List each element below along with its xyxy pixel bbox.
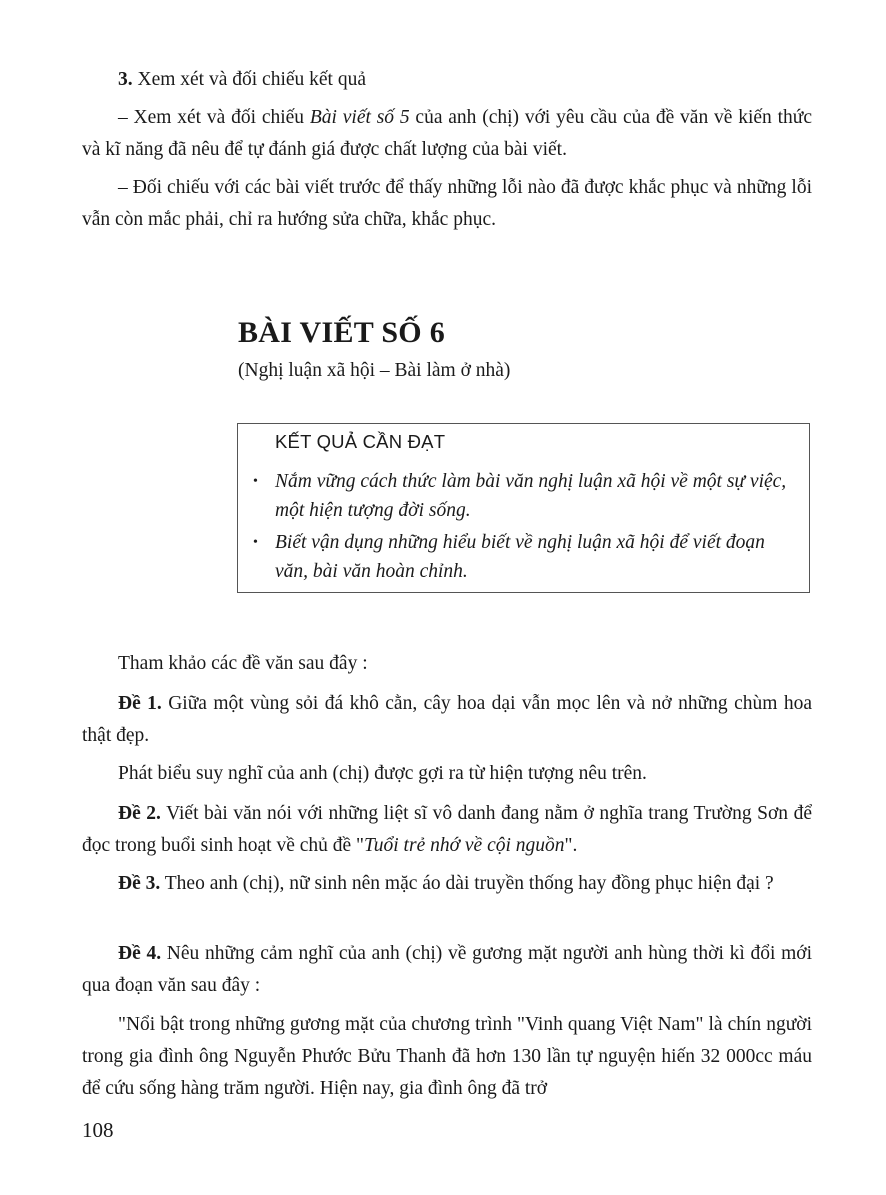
objectives-title: KẾT QUẢ CẦN ĐẠT — [275, 431, 446, 452]
topic-label: Đề 2. — [118, 803, 161, 824]
topic-3 — [82, 868, 812, 900]
paragraph-text: của anh (chị) với yêu cầu của đề văn về kiến thức và kĩ năng đã nêu để tự đánh giá được chất lượng của bài viết. — [82, 107, 812, 160]
section-heading-text: Xem xét và đối chiếu kết quả — [137, 69, 367, 90]
bullet-icon: • — [253, 474, 258, 489]
section-heading — [82, 64, 812, 96]
topic-label: Đề 1. — [118, 693, 162, 714]
objectives-box — [237, 423, 810, 593]
section-paragraph: – Đối chiếu với các bài viết trước để thấy những lỗi nào đã được khắc phục và những lỗi vẫn còn mắc phải, chỉ ra hướng sửa chữa, khắc phục. — [82, 177, 812, 230]
topic-1-task: Phát biểu suy nghĩ của anh (chị) được gợi ra từ hiện tượng nêu trên. — [118, 763, 647, 784]
section-number: 3. — [118, 69, 133, 90]
objective-item — [253, 528, 793, 586]
topic-1 — [82, 688, 812, 752]
topic-4 — [82, 938, 812, 1002]
bullet-icon: • — [253, 535, 258, 550]
topic-italic-text: Tuổi trẻ nhớ về cội nguồn — [364, 835, 565, 856]
paragraph-text: – Xem xét và đối chiếu — [118, 107, 310, 128]
objective-text: Biết vận dụng những hiểu biết về nghị luận xã hội để viết đoạn văn, bài văn hoàn chỉnh. — [275, 532, 765, 582]
lesson-subtitle: (Nghị luận xã hội – Bài làm ở nhà) — [238, 360, 511, 381]
topic-text: Theo anh (chị), nữ sinh nên mặc áo dài truyền thống hay đồng phục hiện đại ? — [160, 873, 774, 894]
topic-text: Nêu những cảm nghĩ của anh (chị) về gương mặt người anh hùng thời kì đổi mới qua đoạn văn sau đây : — [82, 943, 812, 996]
topics-intro: Tham khảo các đề văn sau đây : — [118, 653, 368, 674]
topic-2 — [82, 798, 812, 862]
objective-item — [253, 467, 793, 525]
quoted-passage: "Nổi bật trong những gương mặt của chương trình "Vinh quang Việt Nam" là chín người trong gia đình ông Nguyễn Phước Bửu Thanh đã hơn 130 lần tự nguyện hiến 32 000cc máu để cứu sống hàng trăm người. Hiện nay, gia đình ông đã trở — [82, 1014, 812, 1099]
objective-text: Nắm vững cách thức làm bài văn nghị luận xã hội về một sự việc, một hiện tượng đời sống. — [275, 471, 787, 521]
lesson-title: BÀI VIẾT SỐ 6 — [238, 316, 446, 349]
page-number: 108 — [82, 1118, 114, 1142]
topic-text: Viết bài văn nói với những liệt sĩ vô danh đang nằm ở nghĩa trang Trường Sơn để đọc trong buổi sinh hoạt về chủ đề " — [82, 803, 812, 856]
topic-text: Giữa một vùng sỏi đá khô cằn, cây hoa dại vẫn mọc lên và nở những chùm hoa thật đẹp. — [82, 693, 812, 746]
topic-label: Đề 4. — [118, 943, 162, 964]
topic-label: Đề 3. — [118, 873, 161, 894]
section-paragraph — [82, 102, 812, 166]
paragraph-italic-text: Bài viết số 5 — [309, 107, 410, 128]
topic-text: ". — [564, 835, 578, 856]
